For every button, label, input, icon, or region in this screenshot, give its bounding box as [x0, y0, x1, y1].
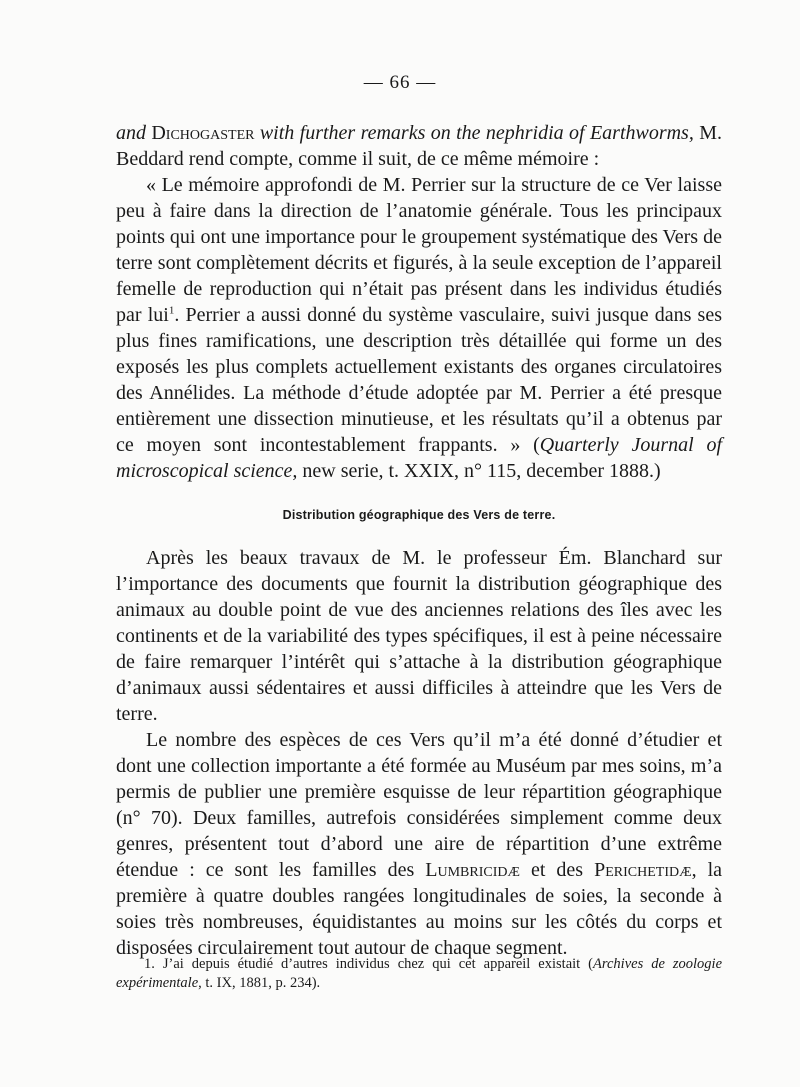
quote-text-b: . Perrier a aussi donné du système vasculaire, suivi jusque dans ses plus fines ramifications, une description très détaillée qui forme un des exposés les plus complets actuellement existants des organes circulatoires des Annélides. La méthode d’étude adoptée par M. Perrier a été presque entièrement une dissection minutieuse, et les résultats qu’il a obtenus par ce moyen sont incontestablement frappants. » ( [116, 304, 723, 456]
intro-and: and [116, 122, 152, 144]
p2-text-b: et des [519, 859, 595, 881]
page-number: — 66 — [363, 72, 437, 93]
family-perichetidae: Perichetidæ [594, 859, 692, 881]
body-paragraph-1: Après les beaux travaux de M. le professeur Ém. Blanchard sur l’importance des documents que fournit la distribution géographique des animaux au double point de vue des anciennes relations des îles avec les continents et de la variabilité des types spécifiques, il est à peine nécessaire de faire remarquer l’intérêt qui s’attache à la distribution géographique d’animaux aussi sédentaires et aussi difficiles à atteindre que les Vers de terre. [116, 547, 722, 725]
lower-text-block [116, 545, 722, 961]
footnote-marker: 1. [144, 956, 155, 972]
footnote-citation: , t. IX, 1881, p. 234). [198, 975, 321, 991]
footnote [116, 955, 722, 993]
intro-author: Dichogaster [151, 122, 255, 144]
section-heading: Distribution géographique des Vers de terre. [282, 508, 556, 522]
quote-journal: Quarterly Journal of microscopical science, [116, 434, 723, 482]
intro-title: with further remarks on the nephridia of Earthworms, [254, 122, 694, 144]
upper-text-block [116, 120, 722, 484]
body-paragraph-2 [116, 727, 722, 961]
quote-citation: new serie, t. XXIX, n° 115, december 1888.) [297, 460, 661, 482]
intro-paragraph [116, 120, 722, 172]
family-lumbricidae: Lumbricidæ [425, 859, 520, 881]
quote-text-a: « Le mémoire approfondi de M. Perrier sur la structure de ce Ver laisse peu à faire dans la direction de l’anatomie générale. Tous les principaux points qui ont une importance pour le groupement systématique des Vers de terre sont complètement décrits et figurés, à la seule exception de l’appareil femelle de reproduction qui n’était pas présent dans les individus étudiés par lui [116, 174, 722, 326]
quote-paragraph [116, 172, 722, 484]
footnote-journal: Archives de zoologie expérimentale [116, 956, 722, 991]
p2-text-c: , la première à quatre doubles rangées longitudinales de soies, la seconde à soies très nombreuses, équidistantes au moins sur les côtés du corps et disposées circulairement tout autour de chaque segment. [116, 859, 723, 959]
p2-text-a: Le nombre des espèces de ces Vers qu’il m’a été donné d’étudier et dont une collection importante a été formée au Muséum par mes soins, m’a permis de publier une première esquisse de leur répartition géographique (n° 70). Deux familles, autrefois considérées simplement comme deux genres, présentent tout d’abord une aire de répartition d’une extrême étendue : ce sont les familles des [116, 729, 722, 881]
footnote-reference[interactable]: 1 [168, 304, 175, 317]
footnote-text: J’ai depuis étudié d’autres individus chez qui cet appareil existait ( [154, 956, 594, 972]
intro-line: M. Beddard rend compte, comme il suit, de ce même mémoire : [116, 122, 722, 170]
